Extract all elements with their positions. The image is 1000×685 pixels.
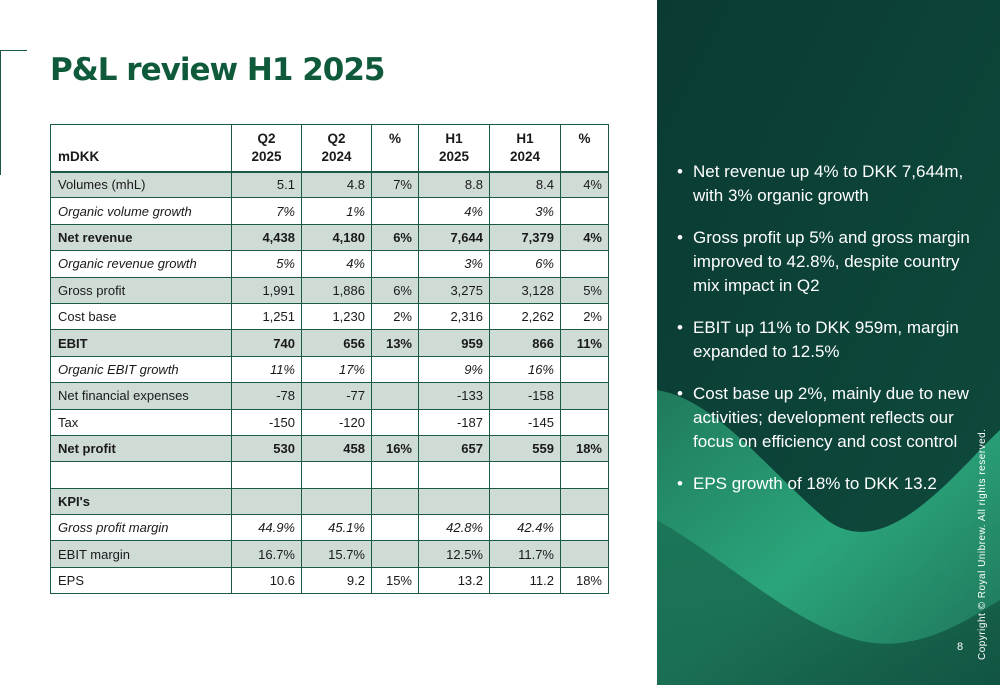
table-cell: 7%: [372, 172, 419, 198]
row-label: EBIT margin: [51, 541, 232, 567]
table-cell: [372, 383, 419, 409]
table-cell: 7,379: [490, 224, 561, 250]
table-cell: 2,316: [419, 303, 490, 329]
bullet-icon: •: [677, 384, 683, 403]
table-cell: 7%: [232, 198, 302, 224]
table-cell: 3,275: [419, 277, 490, 303]
header-col-4: [419, 125, 490, 172]
table-cell: [419, 462, 490, 488]
table-row: [51, 198, 609, 224]
table-cell: 530: [232, 435, 302, 461]
table-cell: 8.4: [490, 172, 561, 198]
table-cell: [372, 251, 419, 277]
table-cell: -150: [232, 409, 302, 435]
table-cell: 1,886: [302, 277, 372, 303]
row-label: Organic revenue growth: [51, 251, 232, 277]
table-cell: -158: [490, 383, 561, 409]
header-col-5: [490, 125, 561, 172]
table-cell: [561, 383, 609, 409]
table-cell: 9.2: [302, 567, 372, 593]
table-cell: 5.1: [232, 172, 302, 198]
corner-rule-horizontal: [0, 50, 27, 51]
row-label: Gross profit margin: [51, 515, 232, 541]
table-cell: [372, 488, 419, 514]
table-row: [51, 224, 609, 250]
table-cell: 740: [232, 330, 302, 356]
table-cell: [372, 409, 419, 435]
table-cell: [302, 488, 372, 514]
table-cell: 6%: [490, 251, 561, 277]
corner-rule-vertical: [0, 50, 1, 175]
table-cell: 4%: [561, 172, 609, 198]
table-cell: 16%: [372, 435, 419, 461]
table-cell: [561, 462, 609, 488]
row-label: Net revenue: [51, 224, 232, 250]
table-cell: [302, 462, 372, 488]
table-body: [51, 172, 609, 594]
row-label: Net profit: [51, 435, 232, 461]
table-cell: -187: [419, 409, 490, 435]
table-cell: [490, 488, 561, 514]
table-cell: 1,251: [232, 303, 302, 329]
table-row: [51, 567, 609, 593]
table-cell: 2%: [372, 303, 419, 329]
header-line1: H1: [516, 131, 534, 146]
row-label: Volumes (mhL): [51, 172, 232, 198]
table-cell: 44.9%: [232, 515, 302, 541]
table-cell: 4.8: [302, 172, 372, 198]
table-row: [51, 251, 609, 277]
table-cell: 6%: [372, 277, 419, 303]
table-cell: [372, 198, 419, 224]
row-label: Tax: [51, 409, 232, 435]
highlight-text: EBIT up 11% to DKK 959m, margin expanded to 12.5%: [693, 318, 959, 361]
bullet-icon: •: [677, 318, 683, 337]
highlight-text: EPS growth of 18% to DKK 13.2: [693, 474, 937, 493]
table-cell: 13.2: [419, 567, 490, 593]
table-cell: 2,262: [490, 303, 561, 329]
table-row: [51, 515, 609, 541]
table-cell: [561, 488, 609, 514]
header-line2: 2024: [321, 149, 352, 164]
table-row: [51, 435, 609, 461]
table-cell: [561, 541, 609, 567]
bullet-icon: •: [677, 474, 683, 493]
table-cell: 18%: [561, 435, 609, 461]
header-col-1: [232, 125, 302, 172]
highlight-item: [673, 472, 978, 496]
row-label: Net financial expenses: [51, 383, 232, 409]
table-cell: 4%: [419, 198, 490, 224]
table-cell: 15%: [372, 567, 419, 593]
table-cell: 8.8: [419, 172, 490, 198]
table-cell: 1,991: [232, 277, 302, 303]
highlight-text: Cost base up 2%, mainly due to new activities; development reflects our focus on efficiency and cost control: [693, 384, 969, 451]
table-row: [51, 488, 609, 514]
highlight-item: [673, 226, 978, 298]
highlight-text: Gross profit up 5% and gross margin improved to 42.8%, despite country mix impact in Q2: [693, 228, 970, 295]
table-cell: -78: [232, 383, 302, 409]
table-cell: [232, 488, 302, 514]
table-row: [51, 172, 609, 198]
table-cell: 18%: [561, 567, 609, 593]
table-cell: 657: [419, 435, 490, 461]
table-cell: 9%: [419, 356, 490, 382]
table-cell: 458: [302, 435, 372, 461]
table-cell: 11%: [561, 330, 609, 356]
bullet-icon: •: [677, 162, 683, 181]
table-cell: 2%: [561, 303, 609, 329]
table-cell: [490, 462, 561, 488]
table-cell: 1%: [302, 198, 372, 224]
table-cell: 4%: [302, 251, 372, 277]
table-cell: -120: [302, 409, 372, 435]
table-cell: [561, 409, 609, 435]
table-cell: 42.4%: [490, 515, 561, 541]
header-line2: 2024: [509, 149, 541, 164]
header-col-2: [302, 125, 372, 172]
copyright-notice: Copyright © Royal Unibrew. All rights reserved.: [977, 428, 988, 660]
table-cell: 866: [490, 330, 561, 356]
table-cell: 11.7%: [490, 541, 561, 567]
row-label: EBIT: [51, 330, 232, 356]
header-line1: %: [578, 131, 591, 146]
table-row: [51, 356, 609, 382]
table-row: [51, 303, 609, 329]
table-cell: [561, 356, 609, 382]
row-label: Organic EBIT growth: [51, 356, 232, 382]
table-row: [51, 330, 609, 356]
table-row: [51, 277, 609, 303]
table-cell: [372, 515, 419, 541]
table-cell: 4,180: [302, 224, 372, 250]
row-label: Cost base: [51, 303, 232, 329]
table-cell: 3%: [490, 198, 561, 224]
row-label: EPS: [51, 567, 232, 593]
table-cell: 11%: [232, 356, 302, 382]
header-mdkk: [51, 125, 232, 172]
header-line1: %: [388, 131, 401, 146]
table-cell: 656: [302, 330, 372, 356]
table-cell: 17%: [302, 356, 372, 382]
highlight-item: [673, 316, 978, 364]
table-cell: [372, 541, 419, 567]
table-cell: -133: [419, 383, 490, 409]
table-cell: 45.1%: [302, 515, 372, 541]
header-line2: 2025: [438, 149, 470, 164]
table-row: [51, 409, 609, 435]
table-cell: [419, 488, 490, 514]
table-cell: [372, 462, 419, 488]
table-cell: 559: [490, 435, 561, 461]
row-label: [51, 462, 232, 488]
row-label: Gross profit: [51, 277, 232, 303]
table-cell: 3%: [419, 251, 490, 277]
highlight-item: [673, 382, 978, 454]
table-cell: -77: [302, 383, 372, 409]
table-cell: 5%: [232, 251, 302, 277]
table-cell: 3,128: [490, 277, 561, 303]
page-number: 8: [957, 641, 964, 653]
header-line2: mDKK: [58, 148, 100, 164]
table-cell: 42.8%: [419, 515, 490, 541]
header-line2: 2025: [251, 149, 282, 164]
table-cell: 13%: [372, 330, 419, 356]
table-cell: [372, 356, 419, 382]
table-cell: 10.6: [232, 567, 302, 593]
table-cell: 16.7%: [232, 541, 302, 567]
highlight-item: [673, 160, 978, 208]
table-cell: -145: [490, 409, 561, 435]
table-row: [51, 462, 609, 488]
row-label: Organic volume growth: [51, 198, 232, 224]
table-cell: 16%: [490, 356, 561, 382]
table-cell: 5%: [561, 277, 609, 303]
table-cell: [561, 251, 609, 277]
table-row: [51, 541, 609, 567]
table-cell: 959: [419, 330, 490, 356]
table-cell: 4%: [561, 224, 609, 250]
pl-table: [50, 124, 609, 594]
header-line1: Q2: [327, 131, 346, 146]
table-row: [51, 383, 609, 409]
table-cell: 6%: [372, 224, 419, 250]
table-cell: [232, 462, 302, 488]
page-title: P&L review H1 2025: [50, 52, 385, 88]
header-line1: Q2: [257, 131, 276, 146]
table-cell: [561, 515, 609, 541]
table-cell: 4,438: [232, 224, 302, 250]
table-cell: 11.2: [490, 567, 561, 593]
highlight-text: Net revenue up 4% to DKK 7,644m, with 3% organic growth: [693, 162, 964, 205]
table-cell: 15.7%: [302, 541, 372, 567]
table-cell: [561, 198, 609, 224]
table-header-row: [51, 125, 609, 172]
table-cell: 1,230: [302, 303, 372, 329]
highlights-list: [673, 160, 978, 514]
row-label: KPI's: [51, 488, 232, 514]
table-cell: 7,644: [419, 224, 490, 250]
header-col-6: [561, 125, 609, 172]
table-cell: 12.5%: [419, 541, 490, 567]
bullet-icon: •: [677, 228, 683, 247]
header-line1: H1: [445, 131, 463, 146]
header-col-3: [372, 125, 419, 172]
